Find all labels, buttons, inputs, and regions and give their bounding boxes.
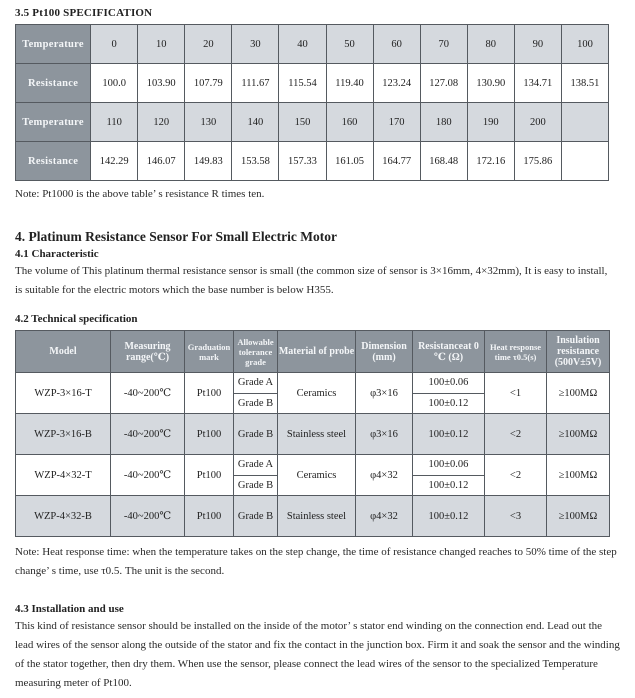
material-cell: Ceramics bbox=[278, 373, 356, 414]
tolerance-cell bbox=[234, 455, 278, 496]
temp-cell: 120 bbox=[138, 103, 185, 142]
pt100-spec-table bbox=[15, 24, 609, 181]
header-resistance: Resistanceat 0 ℃ (Ω) bbox=[413, 331, 485, 373]
section-3-5-title: 3.5 Pt100 SPECIFICATION bbox=[15, 7, 153, 19]
model-cell: WZP-3×16-T bbox=[16, 373, 111, 414]
installation-text: This kind of resistance sensor should be installed on the inside of the motor’ s stator end winding on the connection end. Lead out the lead wires of the sensor along the outside of the stator and fix the contact in the junction box. Firm it and soak the sensor and the winding of the stator together, then dry them. When use the sensor, please connect the lead wires of the sensor to the specialized Temperature measuring meter of Pt100. bbox=[15, 620, 620, 689]
temp-cell: 160 bbox=[326, 103, 373, 142]
row-label-resistance: Resistance bbox=[16, 64, 91, 103]
heat-response-note: Note: Heat response time: when the temperature takes on the step change, the time of resistance changed reaches to 50% time of the step change’ s time, use τ0.5. The unit is the second. bbox=[15, 546, 617, 577]
temp-cell: 10 bbox=[138, 25, 185, 64]
temp-cell: 180 bbox=[420, 103, 467, 142]
header-insulation: Insulation resistance (500V±5V) bbox=[547, 331, 610, 373]
heat-response-cell: <1 bbox=[485, 373, 547, 414]
characteristic-title: 4.1 Characteristic bbox=[15, 248, 99, 260]
temperature-row-1 bbox=[16, 25, 609, 64]
insulation-cell: ≥100MΩ bbox=[547, 455, 610, 496]
model-cell: WZP-3×16-B bbox=[16, 414, 111, 455]
spec-row bbox=[16, 373, 610, 414]
tolerance-cell: Grade B bbox=[234, 496, 278, 537]
temp-cell: 30 bbox=[232, 25, 279, 64]
tolerance-grade-a: Grade A bbox=[234, 373, 277, 394]
resistance-grade-a: 100±0.06 bbox=[413, 455, 484, 476]
model-cell: WZP-4×32-B bbox=[16, 496, 111, 537]
temp-cell: 20 bbox=[185, 25, 232, 64]
res-cell: 103.90 bbox=[138, 64, 185, 103]
technical-spec-table bbox=[15, 330, 610, 537]
tolerance-cell: Grade B bbox=[234, 414, 278, 455]
temp-cell: 60 bbox=[373, 25, 420, 64]
res-cell: 127.08 bbox=[420, 64, 467, 103]
row-label-resistance: Resistance bbox=[16, 142, 91, 181]
temp-cell: 50 bbox=[326, 25, 373, 64]
dimension-cell: φ3×16 bbox=[356, 373, 413, 414]
spec-row bbox=[16, 414, 610, 455]
temp-cell: 190 bbox=[467, 103, 514, 142]
temp-cell: 70 bbox=[420, 25, 467, 64]
res-cell: 146.07 bbox=[138, 142, 185, 181]
heat-response-cell: <2 bbox=[485, 455, 547, 496]
res-cell: 157.33 bbox=[279, 142, 326, 181]
material-cell: Stainless steel bbox=[278, 414, 356, 455]
material-cell: Stainless steel bbox=[278, 496, 356, 537]
header-measuring-range: Measuring range(℃) bbox=[111, 331, 185, 373]
res-cell: 100.0 bbox=[91, 64, 138, 103]
material-cell: Ceramics bbox=[278, 455, 356, 496]
heat-response-cell: <3 bbox=[485, 496, 547, 537]
heat-response-cell: <2 bbox=[485, 414, 547, 455]
temp-cell: 80 bbox=[467, 25, 514, 64]
temperature-row-2 bbox=[16, 103, 609, 142]
range-cell: -40~200℃ bbox=[111, 496, 185, 537]
installation-title: 4.3 Installation and use bbox=[15, 603, 124, 615]
dimension-cell: φ4×32 bbox=[356, 455, 413, 496]
res-cell: 123.24 bbox=[373, 64, 420, 103]
res-cell: 172.16 bbox=[467, 142, 514, 181]
graduation-cell: Pt100 bbox=[185, 373, 234, 414]
resistance-cell: 100±0.12 bbox=[413, 414, 485, 455]
range-cell: -40~200℃ bbox=[111, 373, 185, 414]
temp-cell: 170 bbox=[373, 103, 420, 142]
header-model: Model bbox=[16, 331, 111, 373]
characteristic-text: The volume of This platinum thermal resistance sensor is small (the common size of sensor is 3×16mm, 4×32mm), It is easy to install, is suitable for the electric motors which the base number is below H355. bbox=[15, 265, 608, 296]
res-cell: 111.67 bbox=[232, 64, 279, 103]
tolerance-grade-a: Grade A bbox=[234, 455, 277, 476]
header-graduation-mark: Graduation mark bbox=[185, 331, 234, 373]
res-cell: 142.29 bbox=[91, 142, 138, 181]
res-cell: 115.54 bbox=[279, 64, 326, 103]
res-cell: 138.51 bbox=[561, 64, 608, 103]
res-cell: 149.83 bbox=[185, 142, 232, 181]
dimension-cell: φ4×32 bbox=[356, 496, 413, 537]
graduation-cell: Pt100 bbox=[185, 414, 234, 455]
model-cell: WZP-4×32-T bbox=[16, 455, 111, 496]
res-cell-empty bbox=[561, 142, 608, 181]
res-cell: 130.90 bbox=[467, 64, 514, 103]
temp-cell: 40 bbox=[279, 25, 326, 64]
resistance-cell bbox=[413, 373, 485, 414]
tolerance-grade-b: Grade B bbox=[237, 479, 274, 491]
resistance-row-1 bbox=[16, 64, 609, 103]
range-cell: -40~200℃ bbox=[111, 414, 185, 455]
res-cell: 107.79 bbox=[185, 64, 232, 103]
temp-cell: 200 bbox=[514, 103, 561, 142]
row-label-temperature: Temperature bbox=[16, 25, 91, 64]
graduation-cell: Pt100 bbox=[185, 496, 234, 537]
spec-header-row bbox=[16, 331, 610, 373]
row-label-temperature: Temperature bbox=[16, 103, 91, 142]
res-cell: 164.77 bbox=[373, 142, 420, 181]
temp-cell: 130 bbox=[185, 103, 232, 142]
temp-cell: 100 bbox=[561, 25, 608, 64]
pt1000-note: Note: Pt1000 is the above table’ s resistance R times ten. bbox=[15, 188, 265, 200]
header-dimension: Dimension (mm) bbox=[356, 331, 413, 373]
dimension-cell: φ3×16 bbox=[356, 414, 413, 455]
temp-cell: 110 bbox=[91, 103, 138, 142]
tech-spec-title: 4.2 Technical specification bbox=[15, 313, 138, 325]
resistance-grade-a: 100±0.06 bbox=[413, 373, 484, 394]
insulation-cell: ≥100MΩ bbox=[547, 373, 610, 414]
temp-cell: 150 bbox=[279, 103, 326, 142]
res-cell: 168.48 bbox=[420, 142, 467, 181]
temp-cell: 90 bbox=[514, 25, 561, 64]
spec-row bbox=[16, 455, 610, 496]
res-cell: 134.71 bbox=[514, 64, 561, 103]
resistance-grade-b: 100±0.12 bbox=[428, 479, 469, 491]
tolerance-grade-b: Grade B bbox=[237, 397, 274, 409]
res-cell: 175.86 bbox=[514, 142, 561, 181]
resistance-row-2 bbox=[16, 142, 609, 181]
res-cell: 161.05 bbox=[326, 142, 373, 181]
resistance-cell: 100±0.12 bbox=[413, 496, 485, 537]
range-cell: -40~200℃ bbox=[111, 455, 185, 496]
spec-row bbox=[16, 496, 610, 537]
temp-cell: 140 bbox=[232, 103, 279, 142]
tolerance-cell bbox=[234, 373, 278, 414]
header-heat-response: Heat response time τ0.5(s) bbox=[485, 331, 547, 373]
insulation-cell: ≥100MΩ bbox=[547, 414, 610, 455]
insulation-cell: ≥100MΩ bbox=[547, 496, 610, 537]
temp-cell-empty bbox=[561, 103, 608, 142]
header-material: Material of probe bbox=[278, 331, 356, 373]
resistance-cell bbox=[413, 455, 485, 496]
section-4-title: 4. Platinum Resistance Sensor For Small Electric Motor bbox=[15, 229, 337, 244]
header-tolerance-grade: Allowable tolerance grade bbox=[234, 331, 278, 373]
res-cell: 119.40 bbox=[326, 64, 373, 103]
res-cell: 153.58 bbox=[232, 142, 279, 181]
resistance-grade-b: 100±0.12 bbox=[428, 397, 469, 409]
graduation-cell: Pt100 bbox=[185, 455, 234, 496]
temp-cell: 0 bbox=[91, 25, 138, 64]
